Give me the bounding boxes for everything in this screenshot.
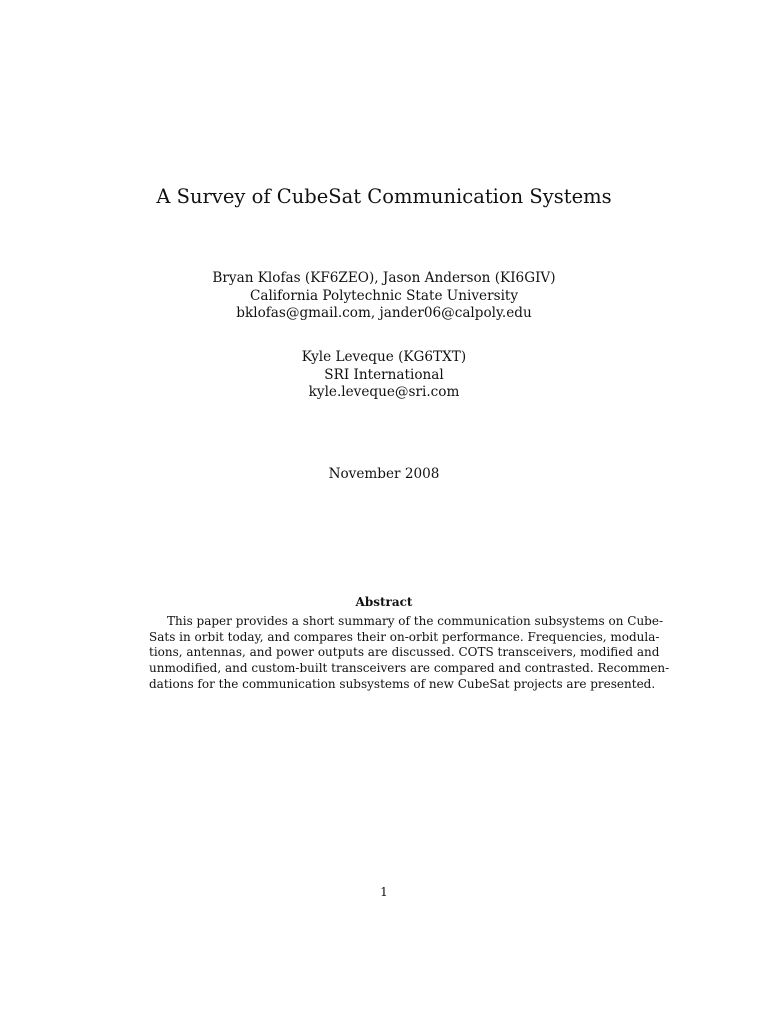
paper-title: A Survey of CubeSat Communication Systems [156,185,612,208]
author-names: Bryan Klofas (KF6ZEO), Jason Anderson (KI6GIV) [212,270,556,286]
abstract-line: This paper provides a short summary of the communication subsystems on Cube- [167,614,664,628]
abstract-line: unmodified, and custom-built transceivers are compared and contrasted. Recommen- [149,661,670,676]
author-emails: bklofas@gmail.com, jander06@calpoly.edu [236,305,532,321]
author-affiliation: California Polytechnic State University [249,287,519,304]
author-group-1 [0,270,768,323]
abstract-line: dations for the communication subsystems of new CubeSat projects are presented. [149,676,656,691]
page-number: 1 [380,885,388,899]
abstract-heading: Abstract [355,595,413,609]
abstract-line: Sats in orbit today, and compares their on-orbit performance. Frequencies, modula- [149,629,660,644]
author-group-2 [0,349,768,402]
author-affiliation: SRI International [324,366,444,383]
author-names: Kyle Leveque (KG6TXT) [301,349,467,365]
abstract-body [149,614,670,693]
publication-date: November 2008 [328,466,440,482]
abstract-line: tions, antennas, and power outputs are discussed. COTS transceivers, modified and [149,645,660,660]
author-emails: kyle.leveque@sri.com [308,384,460,400]
